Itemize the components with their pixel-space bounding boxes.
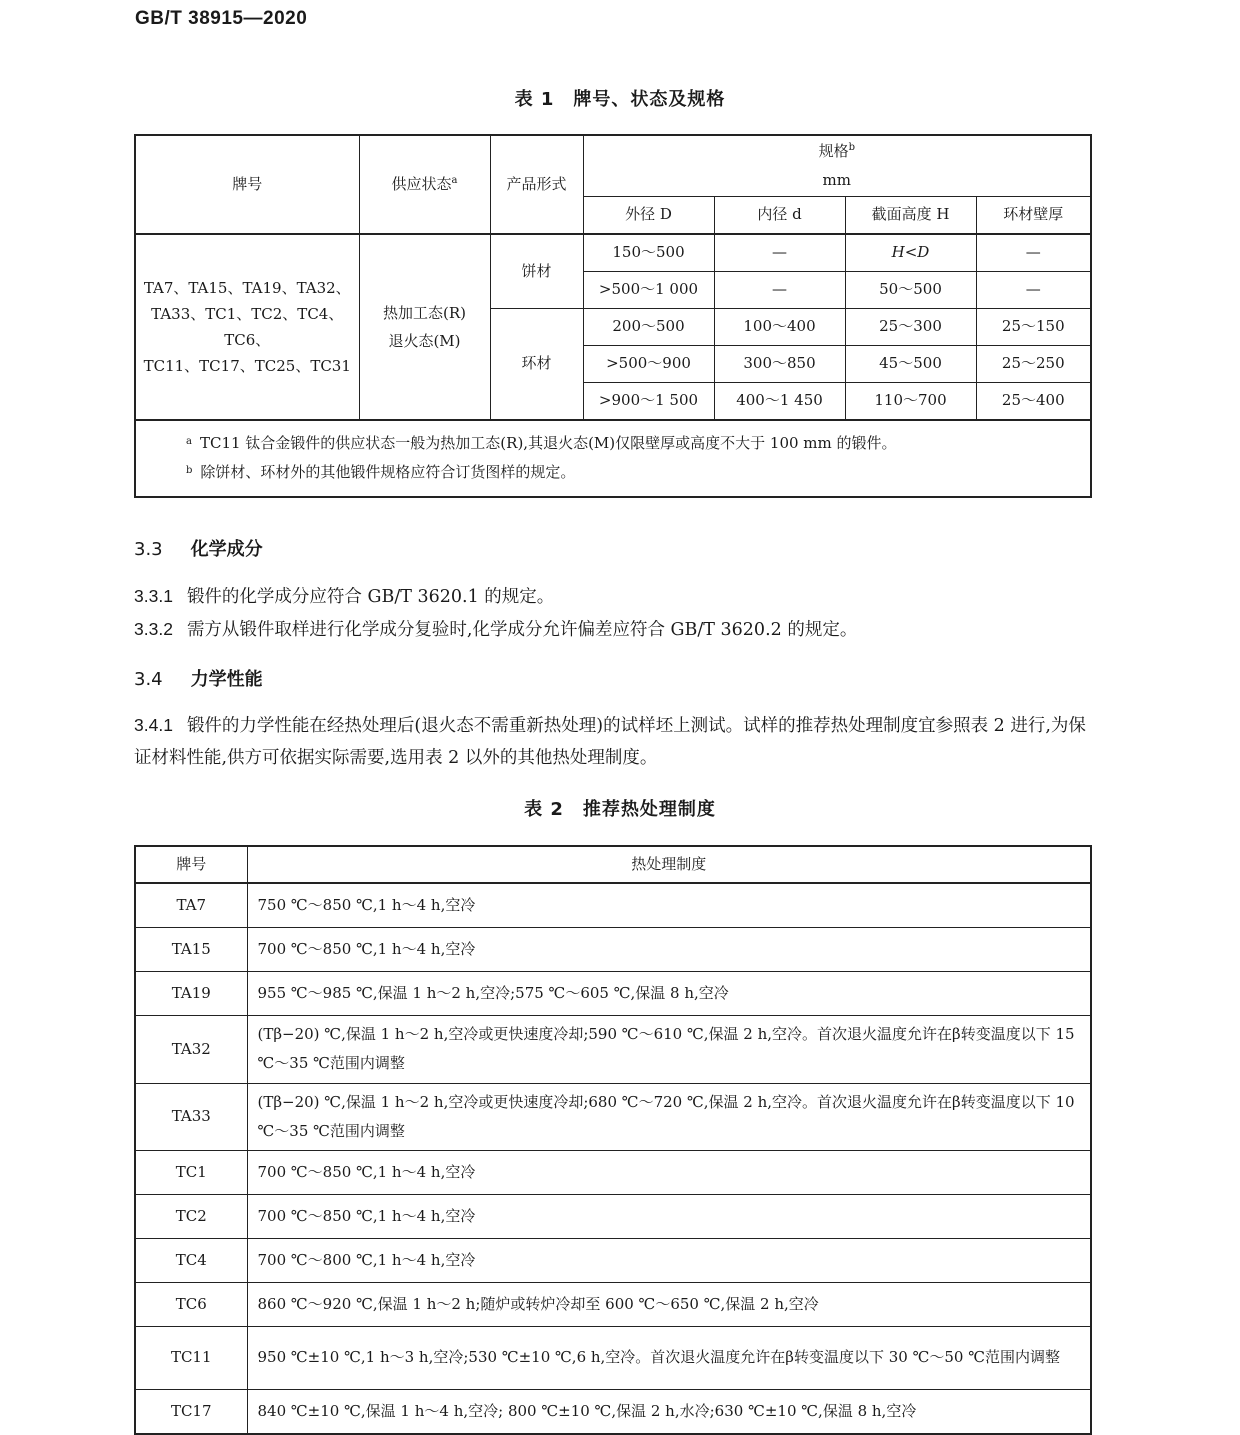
spec-cell: 25～250 [976,346,1091,383]
treatment-cell: 950 ℃±10 ℃,1 h～3 h,空冷;530 ℃±10 ℃,6 h,空冷。首次退火温度允许在β转变温度以下 30 ℃～50 ℃范围内调整 [247,1327,1091,1390]
grades-line: TC11、TC17、TC25、TC31 [143,357,351,376]
grade-cell: TA19 [135,972,247,1016]
grades-line: TA7、TA15、TA19、TA32、 [143,278,351,297]
grade-cell: TC17 [135,1390,247,1435]
spec-cell: 110～700 [845,383,976,421]
grade-cell: TC2 [135,1195,247,1239]
treatment-cell: 955 ℃～985 ℃,保温 1 h～2 h,空冷;575 ℃～605 ℃,保温 8 h,空冷 [247,972,1091,1016]
grades-cell [135,234,359,420]
spec-cell: 25～300 [845,309,976,346]
spec-cell: 25～400 [976,383,1091,421]
treatment-cell: (Tβ−20) ℃,保温 1 h～2 h,空冷或更快速度冷却;680 ℃～720 ℃,保温 2 h,空冷。首次退火温度允许在β转变温度以下 10 ℃～35 ℃范围内调整 [247,1083,1091,1151]
header-outer-diameter: 外径 D [583,197,714,235]
header-unit: mm [583,166,1091,197]
header-product-form: 产品形式 [490,135,583,234]
spec-cell: >900～1 500 [583,383,714,421]
standard-number: GB/T 38915—2020 [135,8,308,29]
spec-cell: — [714,234,845,272]
table2 [134,845,1092,1435]
grades-line: TA33、TC1、TC2、TC4、TC6、 [151,304,344,349]
spec-cell: — [976,234,1091,272]
spec-cell: 25～150 [976,309,1091,346]
spec-cell: 100～400 [714,309,845,346]
paragraph: 3.3.1 锻件的化学成分应符合 GB/T 3620.1 的规定。 [134,586,555,607]
spec-cell: 50～500 [845,272,976,309]
grade-cell: TC1 [135,1151,247,1195]
spec-cell: 200～500 [583,309,714,346]
header-ring-wall: 环材壁厚 [976,197,1091,235]
grade-cell: TA33 [135,1083,247,1151]
supply-line: 退火态(M) [388,332,461,350]
spec-cell: 45～500 [845,346,976,383]
form-disc: 饼材 [490,234,583,309]
spec-cell: 150～500 [583,234,714,272]
supply-state-cell [359,234,490,420]
header-section-height: 截面高度 H [845,197,976,235]
grade-cell: TC4 [135,1239,247,1283]
table1-title: 表 1 牌号、状态及规格 [514,89,726,110]
form-ring: 环材 [490,309,583,421]
supply-line: 热加工态(R) [383,303,466,322]
treatment-cell: 840 ℃±10 ℃,保温 1 h～4 h,空冷; 800 ℃±10 ℃,保温 2 h,水冷;630 ℃±10 ℃,保温 8 h,空冷 [247,1390,1091,1435]
grade-cell: TA15 [135,928,247,972]
grade-cell: TC6 [135,1283,247,1327]
treatment-cell: 700 ℃～800 ℃,1 h～4 h,空冷 [247,1239,1091,1283]
header-spec: 规格$^b$ [583,135,1091,166]
treatment-cell: 700 ℃～850 ℃,1 h～4 h,空冷 [247,1151,1091,1195]
section-heading: 3.3 化学成分 [134,539,263,560]
spec-cell: — [714,272,845,309]
header-grade: 牌号 [135,846,247,883]
treatment-cell: 750 ℃～850 ℃,1 h～4 h,空冷 [247,883,1091,928]
spec-cell: — [976,272,1091,309]
table2-title: 表 2 推荐热处理制度 [524,799,716,820]
section-heading: 3.4 力学性能 [134,669,263,690]
treatment-cell: 860 ℃～920 ℃,保温 1 h～2 h;随炉或转炉冷却至 600 ℃～650 ℃,保温 2 h,空冷 [247,1283,1091,1327]
treatment-cell: 700 ℃～850 ℃,1 h～4 h,空冷 [247,928,1091,972]
spec-cell: >500～900 [583,346,714,383]
grade-cell: TC11 [135,1327,247,1390]
treatment-cell: (Tβ−20) ℃,保温 1 h～2 h,空冷或更快速度冷却;590 ℃～610 ℃,保温 2 h,空冷。首次退火温度允许在β转变温度以下 15 ℃～35 ℃范围内调整 [247,1016,1091,1084]
table-note: $^a$ TC11 钛合金锻件的供应状态一般为热加工态(R),其退火态(M)仅限壁厚或高度不大于 100 mm 的锻件。 [186,434,897,452]
paragraph: 3.4.1 锻件的力学性能在经热处理后(退火态不需重新热处理)的试样坯上测试。试样的推荐热处理制度宜参照表 2 进行,为保证材料性能,供方可依据实际需要,选用表 2 以外的其他热处理制度。 [134,715,1086,769]
spec-cell: 300～850 [714,346,845,383]
table1-notes [135,420,1091,497]
spec-cell: H<D [845,234,976,272]
header-inner-diameter: 内径 d [714,197,845,235]
header-treatment: 热处理制度 [247,846,1091,883]
treatment-cell: 700 ℃～850 ℃,1 h～4 h,空冷 [247,1195,1091,1239]
header-grade: 牌号 [135,135,359,234]
paragraph: 3.3.2 需方从锻件取样进行化学成分复验时,化学成分允许偏差应符合 GB/T 3620.2 的规定。 [134,619,858,640]
grade-cell: TA7 [135,883,247,928]
table-note: $^b$ 除饼材、环材外的其他锻件规格应符合订货图样的规定。 [186,463,576,482]
grade-cell: TA32 [135,1016,247,1084]
spec-cell: >500～1 000 [583,272,714,309]
header-supply-state: 供应状态$^a$ [359,135,490,234]
supply-state-note-mark: a [451,175,458,187]
spec-note-mark: b [848,141,855,153]
table1 [134,134,1092,498]
spec-cell: 400～1 450 [714,383,845,421]
